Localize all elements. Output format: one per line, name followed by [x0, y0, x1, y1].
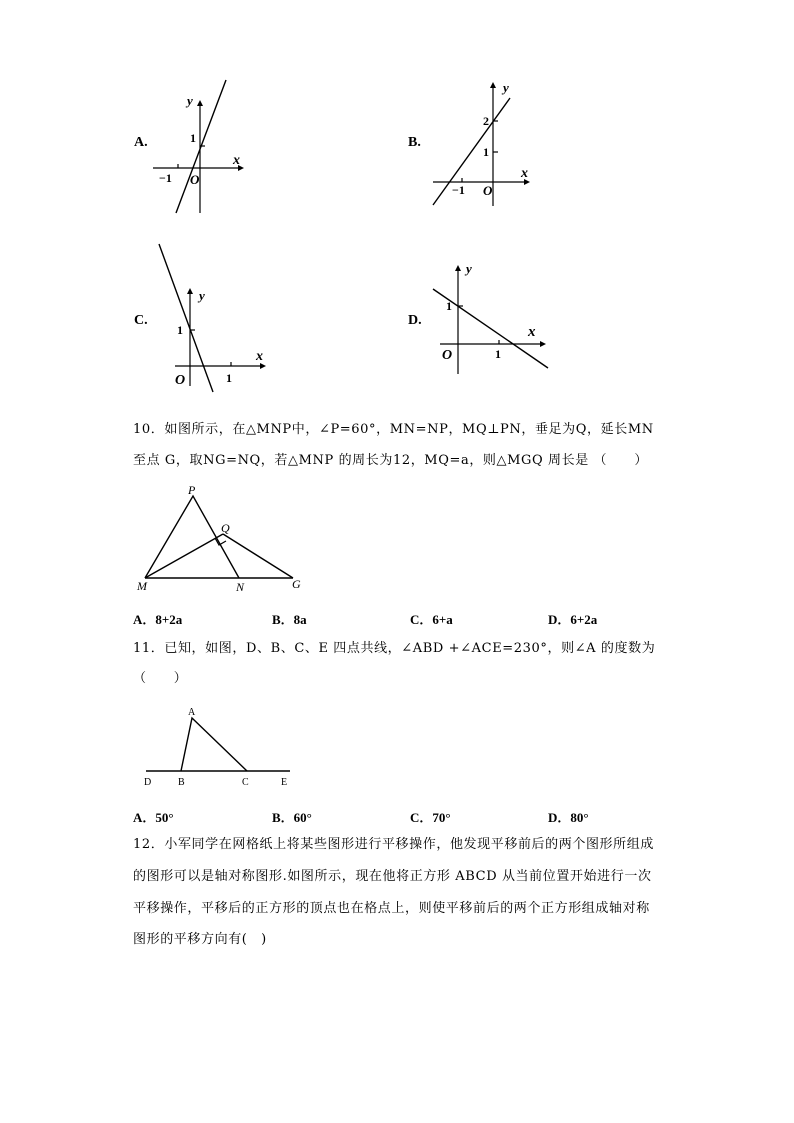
tick-x-label: −1	[452, 183, 465, 197]
q10-choice-b[interactable]: B．8a	[272, 612, 307, 627]
q11-choice-b[interactable]: B．60°	[272, 810, 312, 825]
option-a-label[interactable]: A.	[134, 135, 148, 150]
label-b: B	[178, 777, 185, 788]
tick-y-label: 1	[177, 323, 183, 337]
origin-label: O	[175, 373, 186, 388]
origin-label: O	[190, 172, 200, 187]
graph-a	[150, 78, 260, 218]
q12-text-line1: 12．小军同学在网格纸上将某些图形进行平移操作，他发现平移前后的两个图形所组成	[133, 837, 654, 852]
tick-y-label: 1	[483, 145, 489, 159]
graph-line	[433, 98, 510, 205]
x-label: x	[528, 324, 536, 340]
y-label: y	[466, 261, 472, 276]
label-m: M	[137, 579, 147, 593]
triangle-abc	[181, 718, 247, 771]
option-b-label[interactable]: B.	[408, 135, 421, 150]
origin-label: O	[442, 348, 453, 363]
x-label: x	[256, 349, 263, 364]
label-e: E	[281, 777, 288, 788]
graph-b	[430, 78, 540, 213]
tick-y-label: 1	[446, 299, 452, 313]
option-d-label[interactable]: D.	[408, 313, 422, 328]
label-d: D	[144, 777, 152, 788]
q11-text-line1: 11．已知，如图，D、B、C、E 四点共线，∠ABD +∠ACE=230°，则∠A 的度数为	[133, 641, 656, 656]
q11-choice-c[interactable]: C．70°	[410, 810, 451, 825]
graph-d	[430, 256, 555, 381]
label-n: N	[236, 580, 245, 594]
label-p: P	[188, 483, 196, 497]
line-qg	[223, 534, 293, 578]
x-label: x	[521, 166, 528, 181]
tick-x-label: −1	[159, 171, 172, 185]
tick-y-label: 1	[190, 131, 196, 145]
tick-x-label: 1	[226, 371, 232, 385]
label-a: A	[188, 707, 196, 718]
y-arrow	[187, 288, 193, 294]
q12-text-line2: 的图形可以是轴对称图形.如图所示，现在他将正方形 ABCD 从当前位置开始进行一次	[133, 869, 652, 884]
origin-label: O	[483, 183, 493, 198]
y-arrow	[197, 100, 203, 106]
q10-figure	[133, 482, 313, 597]
q12-text-line4: 图形的平移方向有( )	[133, 932, 267, 947]
label-g: G	[292, 577, 301, 591]
tick-x-label: 1	[495, 347, 501, 361]
graph-c	[155, 242, 275, 392]
q11-choice-a[interactable]: A．50°	[133, 810, 174, 825]
q11-figure	[140, 703, 300, 793]
q12-text-line3: 平移操作，平移后的正方形的顶点也在格点上，则使平移前后的两个正方形组成轴对称	[133, 901, 650, 916]
option-c-label[interactable]: C.	[134, 313, 148, 328]
y-arrow	[490, 82, 496, 88]
q10-choice-d[interactable]: D．6+2a	[548, 612, 598, 627]
graph-line	[159, 244, 213, 392]
q10-text-line2: 至点 G，取NG=NQ，若△MNP 的周长为12，MQ=a，则△MGQ 周长是 （ ）	[133, 453, 648, 468]
q10-text-line1: 10．如图所示，在△MNP中，∠P=60°，MN=NP，MQ⊥PN，垂足为Q，延长MN	[133, 422, 654, 437]
y-arrow	[455, 265, 461, 271]
q10-choice-a[interactable]: A．8+2a	[133, 612, 183, 627]
q10-choice-c[interactable]: C．6+a	[410, 612, 453, 627]
y-label: y	[187, 93, 193, 108]
triangle-mnp	[145, 496, 239, 578]
q11-choice-d[interactable]: D．80°	[548, 810, 589, 825]
label-c: C	[242, 777, 249, 788]
tick-y-top-label: 2	[483, 114, 489, 128]
q11-text-line2: （ ）	[133, 671, 188, 686]
x-label: x	[233, 153, 240, 168]
x-arrow	[540, 341, 546, 347]
label-q: Q	[221, 521, 230, 535]
line-mq	[145, 534, 223, 578]
y-label: y	[199, 288, 205, 303]
y-label: y	[503, 80, 509, 95]
